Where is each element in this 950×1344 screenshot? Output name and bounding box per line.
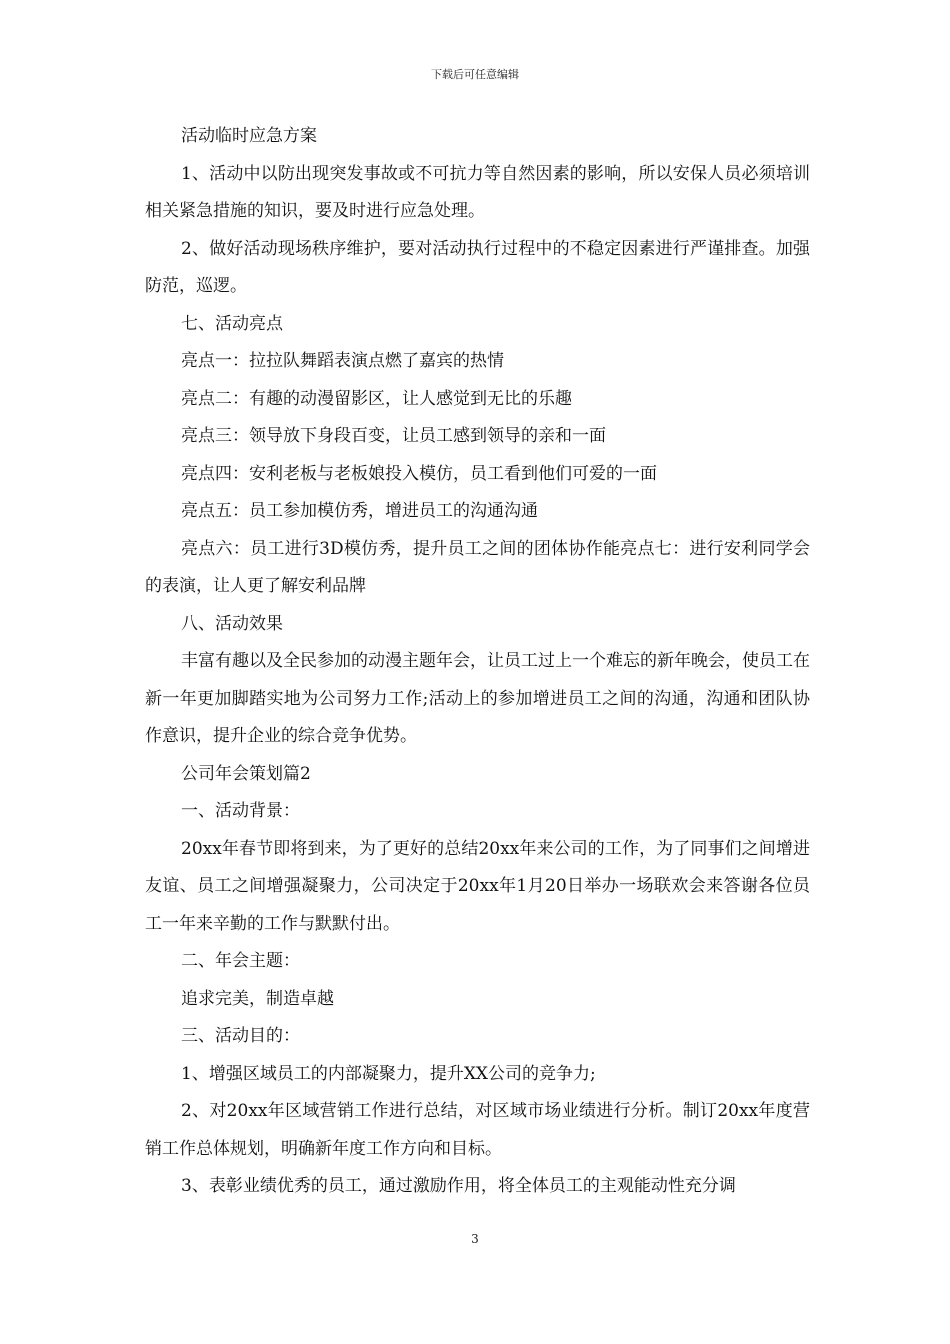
paragraph: 亮点三：领导放下身段百变，让员工感到领导的亲和一面 — [181, 426, 606, 446]
paragraph: 亮点五：员工参加模仿秀，增进员工的沟通沟通 — [181, 501, 538, 521]
section-heading: 二、年会主题： — [181, 951, 300, 971]
document-body — [145, 118, 810, 1206]
paragraph: 活动临时应急方案 — [181, 126, 317, 146]
paragraph: 2、对20xx年区域营销工作进行总结，对区域市场业绩进行分析。制订20xx年度营销工作总体规划，明确新年度工作方向和目标。 — [145, 1101, 810, 1159]
section-heading: 七、活动亮点 — [181, 313, 283, 334]
paragraph: 1、增强区域员工的内部凝聚力，提升XX公司的竞争力; — [181, 1063, 596, 1084]
section-heading: 三、活动目的： — [181, 1026, 300, 1046]
paragraph: 2、做好活动现场秩序维护，要对活动执行过程中的不稳定因素进行严谨排查。加强防范，巡逻。 — [145, 238, 810, 296]
page-header: 下载后可任意编辑 — [431, 68, 519, 81]
paragraph: 亮点二：有趣的动漫留影区，让人感觉到无比的乐趣 — [181, 388, 572, 409]
section-heading: 八、活动效果 — [181, 613, 283, 634]
section-heading: 一、活动背景： — [181, 801, 300, 821]
paragraph: 追求完美，制造卓越 — [181, 988, 334, 1009]
paragraph: 3、表彰业绩优秀的员工，通过激励作用，将全体员工的主观能动性充分调 — [181, 1176, 736, 1196]
paragraph: 丰富有趣以及全民参加的动漫主题年会，让员工过上一个难忘的新年晚会，使员工在新一年更加脚踏实地为公司努力工作;活动上的参加增进员工之间的沟通，沟通和团队协作意识，提升企业的综合竞争优势。 — [145, 651, 810, 746]
section-heading: 公司年会策划篇2 — [181, 763, 311, 784]
page-number: 3 — [471, 1232, 479, 1246]
paragraph: 亮点四：安利老板与老板娘投入模仿，员工看到他们可爱的一面 — [181, 463, 657, 484]
paragraph: 亮点六：员工进行3D模仿秀，提升员工之间的团体协作能亮点七：进行安利同学会的表演，让人更了解安利品牌 — [145, 538, 810, 596]
paragraph: 20xx年春节即将到来，为了更好的总结20xx年来公司的工作，为了同事们之间增进友谊、员工之间增强凝聚力，公司决定于20xx年1月20日举办一场联欢会来答谢各位员工一年来辛勤的工作与默默付出。 — [145, 838, 810, 934]
paragraph: 1、活动中以防出现突发事故或不可抗力等自然因素的影响，所以安保人员必须培训相关紧急措施的知识，要及时进行应急处理。 — [145, 163, 810, 221]
paragraph: 亮点一：拉拉队舞蹈表演点燃了嘉宾的热情 — [181, 351, 504, 371]
